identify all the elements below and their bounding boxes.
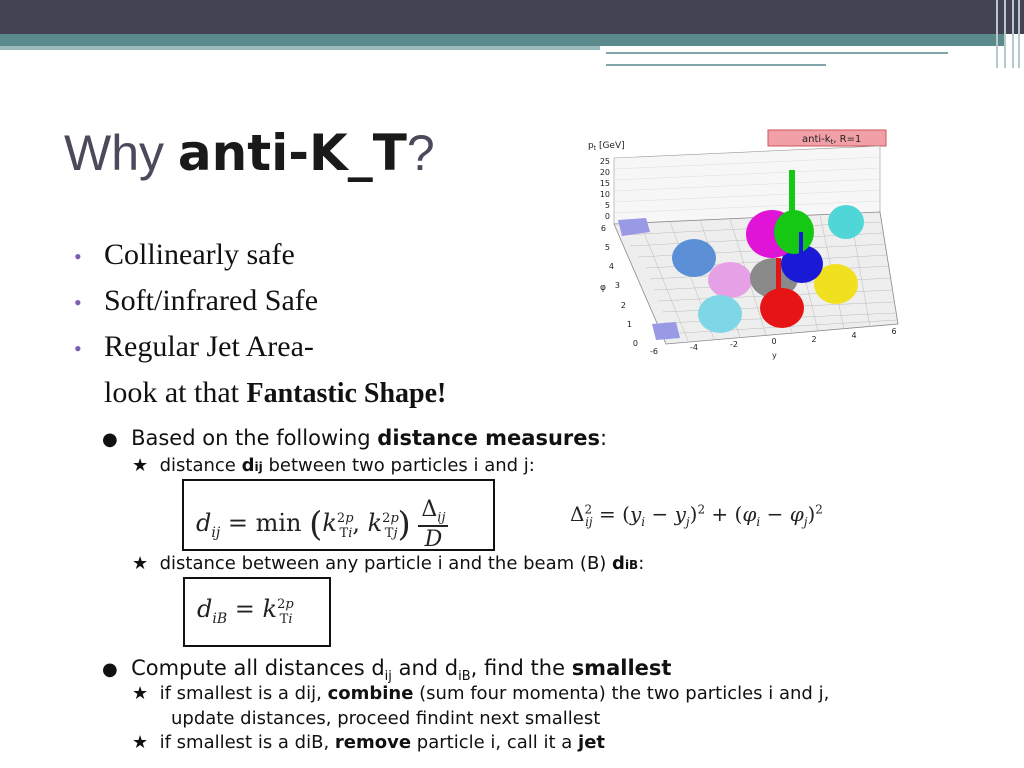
section1-star1-sub: ij [254,460,263,474]
jet-lego-plot [580,128,900,362]
jet-patch [672,239,716,277]
header-deco-vline [1018,0,1020,68]
continuation-text: look at that [104,376,247,409]
svg-text:4: 4 [608,262,614,271]
svg-text:-2: -2 [730,340,738,349]
header-deco-line [606,64,826,66]
section2-bullet-sub: iB [458,669,471,685]
star-icon: ★ [132,553,149,574]
svg-text:10: 10 [599,190,610,199]
title-prefix: Why [64,125,178,181]
bullet-continuation [104,376,446,410]
jet-spike [789,170,795,236]
section2-star1-bold: combine [327,683,414,704]
plot-phi-label: φ [600,283,606,293]
section1-star1-bold: d [241,455,255,476]
bullet-dot-icon: • [74,244,82,269]
header-accent-stripe [0,46,600,50]
section2-star2 [132,732,605,753]
bullet-text: Collinearly safe [104,238,295,271]
section1-star1-suffix: between two particles i and j: [262,455,535,476]
title-suffix: ? [406,125,435,181]
circle-bullet-icon: ● [102,659,118,680]
section2-star2-bold: remove [334,732,412,753]
svg-text:0: 0 [632,339,638,348]
svg-text:-6: -6 [650,347,658,356]
section2-star2-bold2: jet [578,732,606,753]
section1-bullet [102,426,607,450]
section1-bullet-text: Based on the following [131,426,378,450]
section2-star2-mid: particle i, call it a [411,732,579,753]
section2-bullet [102,656,671,684]
svg-text:6: 6 [891,327,897,336]
slide-title [64,124,435,182]
svg-text:3: 3 [614,281,620,290]
svg-text:4: 4 [851,331,857,340]
svg-text:25: 25 [599,157,610,166]
section1-star2 [132,553,644,574]
plot-legend: anti-$k_t$, R=1 [802,134,862,146]
star-icon: ★ [132,455,149,476]
section2-star1-suffix: (sum four momenta) the two particles i and j, [413,683,830,704]
section1-star2-suffix: : [638,553,645,574]
section2-star1 [132,683,829,704]
plot-z-ticks [600,157,610,221]
section1-star2-bold: d [612,553,625,574]
svg-text:2: 2 [620,301,626,310]
svg-text:5: 5 [604,201,610,210]
bullet-text: Regular Jet Area- [104,330,314,363]
svg-text:5: 5 [604,243,610,252]
plot-y-label: y [772,351,777,360]
header-bar [0,0,1024,34]
header-deco-vline [1004,0,1006,68]
svg-text:15: 15 [599,179,610,188]
svg-text:20: 20 [599,168,610,177]
section2-bullet-sub: ij [384,669,392,685]
dij-formula: $d_{ij} = \min (k^{2p}_{Ti}$, $k^{2p}_{Tj}$) $\frac{\Delta_{ij}}{D}$ [196,497,448,552]
star-icon: ★ [132,683,149,704]
dij-formula-box [182,479,495,551]
jet-patch [652,322,680,340]
star-icon: ★ [132,732,149,753]
bullet-text: Soft/infrared Safe [104,284,319,317]
jet-spike [799,232,803,262]
section1-bullet-bold: distance measures [377,426,601,450]
section1-bullet-suffix: : [600,426,608,450]
jet-patch [760,288,804,328]
diB-formula-box [183,577,331,647]
continuation-bold: Fantastic Shape! [246,378,447,409]
svg-text:0: 0 [604,212,610,221]
svg-text:6: 6 [600,224,606,233]
section1-star2-text: distance between any particle i and the beam (B) [159,553,613,574]
section2-bullet-mid: , find the [470,656,572,680]
section1-star2-sub: iB [624,558,639,572]
header-accent-band [0,34,1004,46]
section2-bullet-text: Compute all distances d [131,656,385,680]
delta-formula: $\Delta^2_{ij} = (y_i - y_j)^2 + (\varphi_i - \varphi_j)^2$ [570,502,823,529]
bullet-dot-icon: • [74,336,82,361]
title-bold: anti-K_T [177,124,407,182]
circle-bullet-icon: ● [102,429,118,450]
svg-text:-4: -4 [690,343,698,352]
section1-star1-text: distance [159,455,242,476]
jet-patch [708,262,752,298]
jet-patch [828,205,864,239]
section2-star1-line2: update distances, proceed findint next smallest [171,708,601,729]
section2-star2-text: if smallest is a diB, [159,732,335,753]
header-deco-vline [1012,0,1014,68]
diB-formula: $d_{iB} = k^{2p}_{Ti}$ [197,595,294,627]
section2-bullet-mid: and d [391,656,459,680]
section2-bullet-bold: smallest [571,656,672,680]
section1-star1 [132,455,535,476]
jet-patch [698,295,742,333]
jet-spike [776,258,781,310]
section2-star1-text: if smallest is a dij, [159,683,328,704]
header-deco-vline [996,0,998,68]
svg-text:1: 1 [626,320,632,329]
svg-text:0: 0 [771,337,777,346]
svg-text:2: 2 [811,335,817,344]
header-deco-line [606,52,948,54]
plot-z-label: $p_t$ [GeV] [588,141,625,152]
bullet-dot-icon: • [74,290,82,315]
